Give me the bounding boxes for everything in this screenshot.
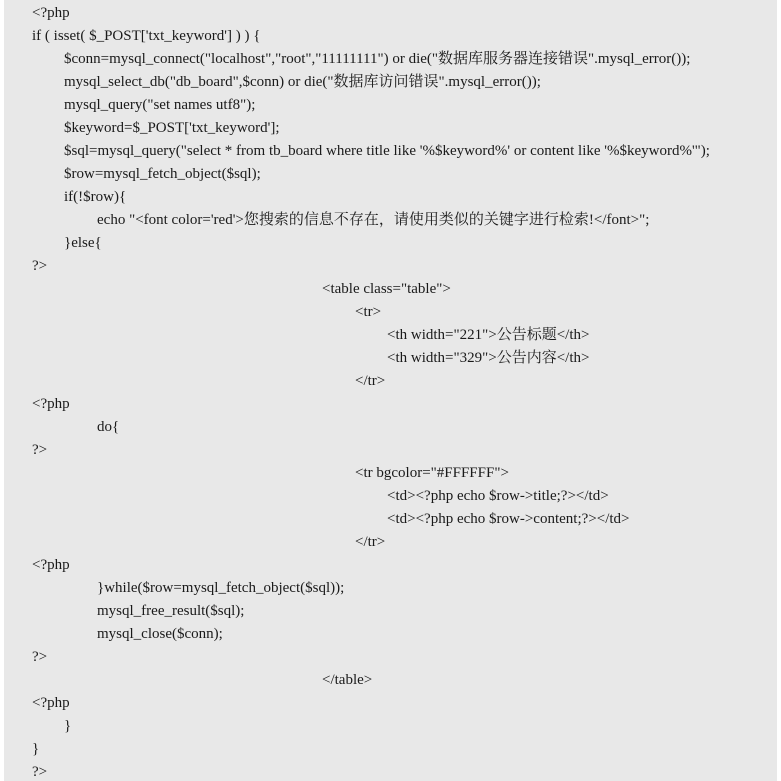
- code-line: <tr bgcolor="#FFFFFF">: [355, 465, 509, 481]
- code-line: }: [64, 718, 72, 734]
- code-panel: [4, 0, 777, 781]
- code-line: <td><?php echo $row->title;?></td>: [387, 488, 609, 504]
- code-line: <?php: [32, 695, 70, 711]
- code-line: <tr>: [355, 304, 382, 320]
- code-line: if ( isset( $_POST['txt_keyword'] ) ) {: [32, 28, 261, 44]
- code-line: <?php: [32, 5, 70, 21]
- code-line: ?>: [32, 764, 48, 780]
- code-line: mysql_close($conn);: [97, 626, 223, 642]
- code-line: mysql_query("set names utf8");: [64, 97, 256, 113]
- code-line: do{: [97, 419, 120, 435]
- code-line: ?>: [32, 649, 48, 665]
- code-line: $sql=mysql_query("select * from tb_board where title like '%$keyword%' or content like '%$keyword%'");: [64, 143, 710, 159]
- code-line: ?>: [32, 442, 48, 458]
- code-line: $row=mysql_fetch_object($sql);: [64, 166, 261, 182]
- code-line: mysql_select_db("db_board",$conn) or die("数据库访问错误".mysql_error());: [64, 74, 541, 90]
- code-line: mysql_free_result($sql);: [97, 603, 245, 619]
- code-line: </tr>: [355, 373, 386, 389]
- code-line: }: [32, 741, 40, 757]
- code-line: <?php: [32, 557, 70, 573]
- code-block: [4, 0, 777, 781]
- code-line: <th width="329">公告内容</th>: [387, 350, 590, 366]
- code-line: <th width="221">公告标题</th>: [387, 327, 590, 343]
- code-line: <td><?php echo $row->content;?></td>: [387, 511, 630, 527]
- code-line: <table class="table">: [322, 281, 451, 297]
- code-line: </tr>: [355, 534, 386, 550]
- code-line: }while($row=mysql_fetch_object($sql));: [97, 580, 345, 596]
- code-line: }else{: [64, 235, 102, 251]
- code-line: if(!$row){: [64, 189, 127, 205]
- code-line: $conn=mysql_connect("localhost","root","11111111") or die("数据库服务器连接错误".mysql_error());: [64, 51, 691, 67]
- code-line: $keyword=$_POST['txt_keyword'];: [64, 120, 280, 136]
- code-line: </table>: [322, 672, 373, 688]
- code-line: echo "<font color='red'>您搜索的信息不存在，请使用类似的关键字进行检索!</font>";: [97, 212, 650, 228]
- code-line: <?php: [32, 396, 70, 412]
- code-line: ?>: [32, 258, 48, 274]
